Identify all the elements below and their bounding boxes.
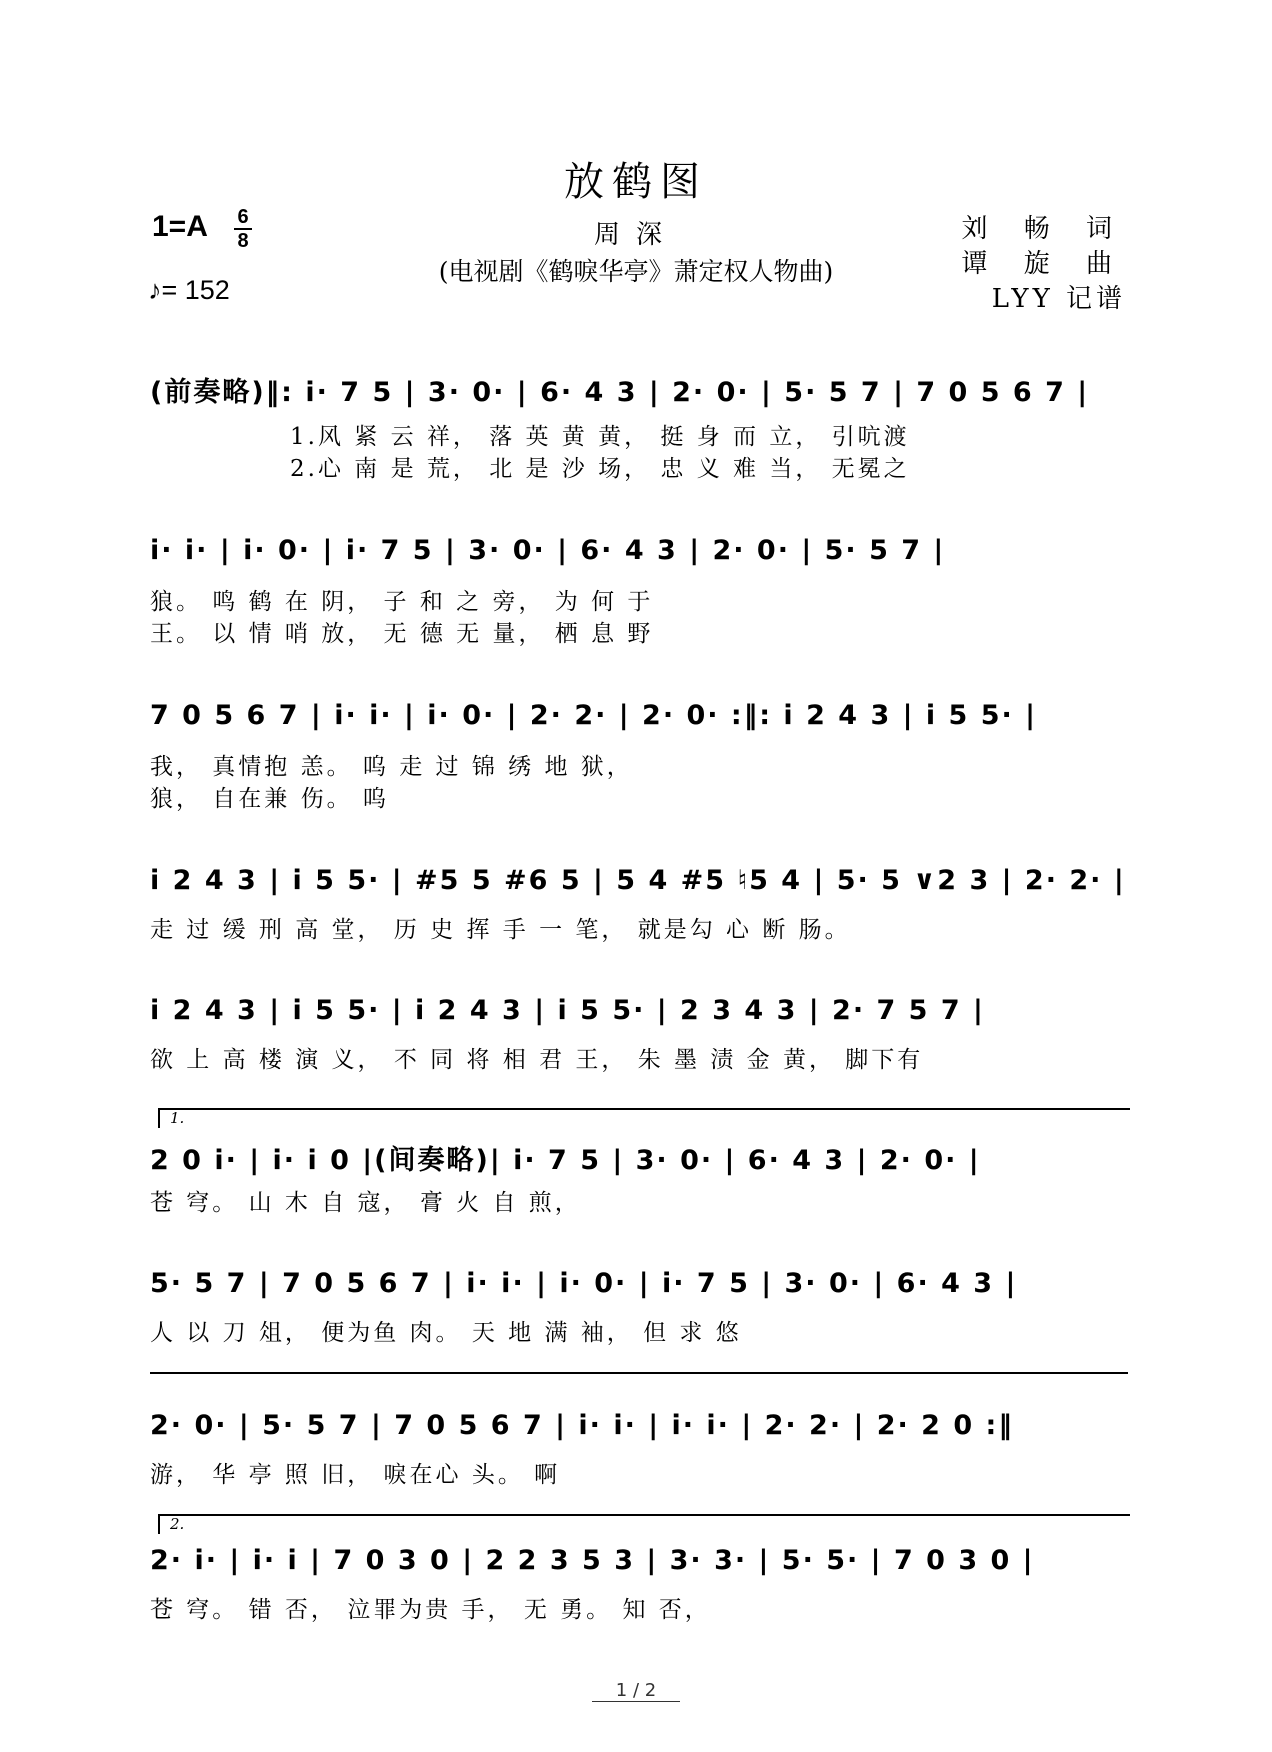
notation-line-6: 2 0 i· | i· i 0 |(间奏略)| i· 7 5 | 3· 0· | 6· 4 3 | 2· 0· | xyxy=(150,1145,981,1176)
lyric-line-2-verse-1: 狼。 鸣 鹤 在 阴， 子 和 之 旁， 为 何 于 xyxy=(150,589,654,615)
key-signature: 1=A xyxy=(152,210,208,243)
lyric-line-4: 走 过 缓 刑 高 堂， 历 史 挥 手 一 笔， 就是勾 心 断 肠。 xyxy=(150,917,851,943)
notation-line-9: 2· i· | i· i | 7 0 3 0 | 2 2 3 5 3 | 3· 3· | 5· 5· | 7 0 3 0 | xyxy=(150,1545,1035,1576)
page-number-text: 1 / 2 xyxy=(592,1680,680,1702)
notation-line-7: 5· 5 7 | 7 0 5 6 7 | i· i· | i· 0· | i· 7 5 | 3· 0· | 6· 4 3 | xyxy=(150,1268,1018,1299)
lyricist-credit: 刘 畅 词 xyxy=(961,214,1126,244)
lyric-line-7: 人 以 刀 俎， 便为鱼 肉。 天 地 满 袖， 但 求 悠 xyxy=(150,1320,742,1346)
song-title: 放鹤图 xyxy=(564,159,708,205)
volta-1-bracket xyxy=(158,1108,1130,1128)
lyric-line-6: 苍 穹。 山 木 自 寇， 膏 火 自 煎， xyxy=(150,1190,581,1216)
volta-1-extension-line xyxy=(150,1372,1128,1374)
page-number xyxy=(0,1680,1272,1701)
volta-2-bracket xyxy=(158,1514,1130,1534)
transcriber-credit: LYY 记谱 xyxy=(991,284,1126,314)
lyric-line-5: 欲 上 高 楼 演 义， 不 同 将 相 君 王， 朱 墨 渍 金 黄， 脚下有 xyxy=(150,1047,924,1073)
lyric-line-2-verse-2: 王。 以 情 哨 放， 无 德 无 量， 栖 息 野 xyxy=(150,621,654,647)
song-subtitle: (电视剧《鹤唳华亭》萧定权人物曲) xyxy=(438,257,834,286)
lyric-line-8: 游， 华 亭 照 旧， 唳在心 头。 啊 xyxy=(150,1462,561,1488)
notation-line-4: i 2 4 3 | i 5 5· | #5 5 #6 5 | 5 4 #5 ♮5 4 | 5· 5 ∨2 3 | 2· 2· | xyxy=(150,865,1126,896)
lyric-line-3-verse-2: 狼， 自在兼 伤。 呜 xyxy=(150,786,389,812)
composer-credit: 谭 旋 曲 xyxy=(961,249,1126,279)
notation-line-5: i 2 4 3 | i 5 5· | i 2 4 3 | i 5 5· | 2 3 4 3 | 2· 7 5 7 | xyxy=(150,995,985,1026)
lyric-line-1-verse-2: 2.心 南 是 荒， 北 是 沙 场， 忠 义 难 当， 无冕之 xyxy=(290,456,910,482)
notation-line-2: i· i· | i· 0· | i· 7 5 | 3· 0· | 6· 4 3 | 2· 0· | 5· 5 7 | xyxy=(150,535,946,566)
volta-1-label: 1. xyxy=(170,1109,185,1127)
notation-line-8: 2· 0· | 5· 5 7 | 7 0 5 6 7 | i· i· | i· i· | 2· 2· | 2· 2 0 :‖ xyxy=(150,1410,1014,1441)
volta-2-label: 2. xyxy=(170,1515,185,1533)
lyric-line-9: 苍 穹。 错 否， 泣罪为贵 手， 无 勇。 知 否， xyxy=(150,1597,711,1623)
notation-line-3: 7 0 5 6 7 | i· i· | i· 0· | 2· 2· | 2· 0· :‖: i 2 4 3 | i 5 5· | xyxy=(150,700,1038,731)
notation-line-1: (前奏略)‖: i· 7 5 | 3· 0· | 6· 4 3 | 2· 0· | 5· 5 7 | 7 0 5 6 7 | xyxy=(150,377,1090,408)
tempo-marking: ♪= 152 xyxy=(148,275,230,305)
time-signature-bottom: 8 xyxy=(237,230,249,252)
lyric-line-1-verse-1: 1.风 紧 云 祥， 落 英 黄 黄， 挺 身 而 立， 引吭渡 xyxy=(290,424,910,450)
time-signature-top: 6 xyxy=(237,206,249,228)
lyric-line-3-verse-1: 我， 真情抱 恙。 呜 走 过 锦 绣 地 狱， xyxy=(150,754,633,780)
singer-name: 周深 xyxy=(593,220,678,250)
